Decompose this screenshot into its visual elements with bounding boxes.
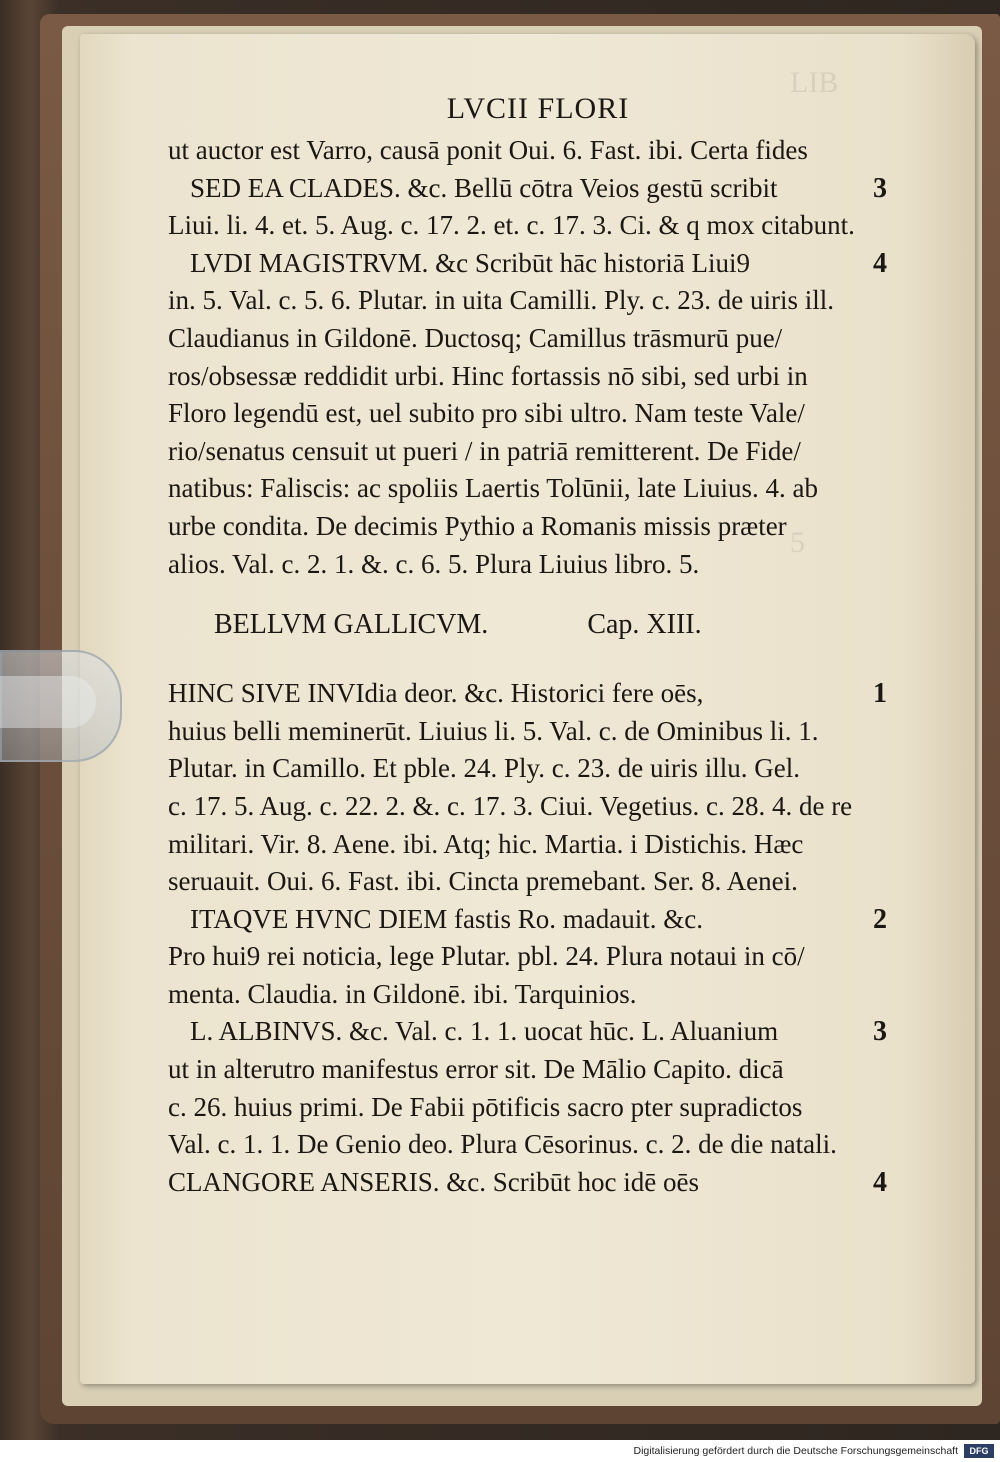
text-line [168,901,888,939]
dfg-logo: DFG [964,1444,994,1458]
margin-note-number: 1 [873,678,887,710]
text-line [168,863,888,901]
page-text [168,86,888,1201]
text-line [168,1089,888,1127]
margin-note-number: 4 [873,247,887,279]
text-line [168,245,888,283]
bleed-through-text: LIB 5 [790,66,839,559]
line-text: menta. Claudia. in Gildonē. ibi. Tarquinios. [168,978,637,1009]
text-line [168,1013,888,1051]
line-text: Liui. li. 4. et. 5. Aug. c. 17. 2. et. c. 17. 3. Ci. & q mox citabunt. [168,210,855,241]
text-line [168,713,888,751]
margin-note-number: 3 [873,1016,887,1048]
line-text: Claudianus in Gildonē. Ductosq; Camillus trāsmurū pue/ [168,322,783,353]
line-text: Floro legendū est, uel subito pro sibi ultro. Nam teste Vale/ [168,398,805,429]
line-text: natibus: Faliscis: ac spoliis Laertis Tolūnii, late Liuius. 4. ab [168,473,819,504]
line-text: rio/senatus censuit ut pueri / in patriā remitterent. De Fide/ [168,435,801,466]
text-block-bottom [168,675,888,1201]
text-line [168,826,888,864]
text-line [168,1051,888,1089]
text-line [168,132,888,170]
line-text: in. 5. Val. c. 5. 6. Plutar. in uita Camilli. Ply. c. 23. de uiris ill. [168,285,834,316]
text-line [168,358,888,396]
chapter-heading [168,605,888,645]
running-head: LVCII FLORI [446,92,630,125]
line-text: L. ALBINVS. &c. Val. c. 1. 1. uocat hūc. L. Aluanium [190,1016,779,1047]
line-text: SED EA CLADES. &c. Bellū cōtra Veios gestū scribit [190,172,778,203]
text-line [168,320,888,358]
chapter-number: Cap. XIII. [587,609,702,641]
line-text: seruauit. Oui. 6. Fast. ibi. Cincta premebant. Ser. 8. Aenei. [168,866,798,897]
line-text: ITAQVE HVNC DIEM fastis Ro. madauit. &c. [190,903,704,934]
line-text: c. 17. 5. Aug. c. 22. 2. &. c. 17. 3. Ciui. Vegetius. c. 28. 4. de re [168,790,853,821]
text-line [168,282,888,320]
line-text: Val. c. 1. 1. De Genio deo. Plura Cēsorinus. c. 2. de die natali. [168,1129,837,1160]
line-text: c. 26. huius primi. De Fabii pōtificis sacro pter supradictos [168,1091,803,1122]
line-text: militari. Vir. 8. Aene. ibi. Atq; hic. Martia. i Distichis. Hæc [168,828,804,859]
line-text: Plutar. in Camillo. Et pble. 24. Ply. c. 23. de uiris illu. Gel. [168,753,800,784]
line-text: CLANGORE ANSERIS. &c. Scribūt hoc idē oēs [168,1166,699,1197]
line-text: LVDI MAGISTRVM. &c Scribūt hāc historiā Liui9 [190,247,751,278]
text-block-top [168,132,888,583]
chapter-title: BELLVM GALLICVM. [214,609,489,641]
text-line [168,675,888,713]
text-line [168,470,888,508]
line-text: urbe condita. De decimis Pythio a Romanis missis præter [168,510,787,541]
page-clip-highlight [0,676,96,728]
text-line [168,938,888,976]
line-text: ros/obsessæ reddidit urbi. Hinc fortassis nō sibi, sed urbi in [168,360,808,391]
margin-note-number: 4 [873,1166,887,1198]
margin-note-number: 2 [873,903,887,935]
text-line [168,976,888,1014]
text-line [168,1126,888,1164]
text-line [168,508,888,546]
line-text: alios. Val. c. 2. 1. &. c. 6. 5. Plura Liuius libro. 5. [168,548,700,579]
footer-bar [0,1440,1000,1462]
line-text: ut in alterutro manifestus error sit. De Mālio Capito. dicā [168,1054,784,1085]
text-line [168,207,888,245]
text-line [168,788,888,826]
margin-note-number: 3 [873,172,887,204]
text-line [168,170,888,208]
line-text: huius belli meminerūt. Liuius li. 5. Val. c. de Ominibus li. 1. [168,715,819,746]
text-line [168,433,888,471]
line-text: Pro hui9 rei noticia, lege Plutar. pbl. 24. Plura notaui in cō/ [168,941,805,972]
text-line [168,395,888,433]
text-line [168,1164,888,1202]
text-line [168,546,888,584]
footer-credit: Digitalisierung gefördert durch die Deutsche Forschungsgemeinschaft [633,1445,958,1457]
line-text: HINC SIVE INVIdia deor. &c. Historici fere oēs, [168,678,704,709]
line-text: ut auctor est Varro, causā ponit Oui. 6. Fast. ibi. Certa fides [168,135,808,165]
text-line [168,750,888,788]
